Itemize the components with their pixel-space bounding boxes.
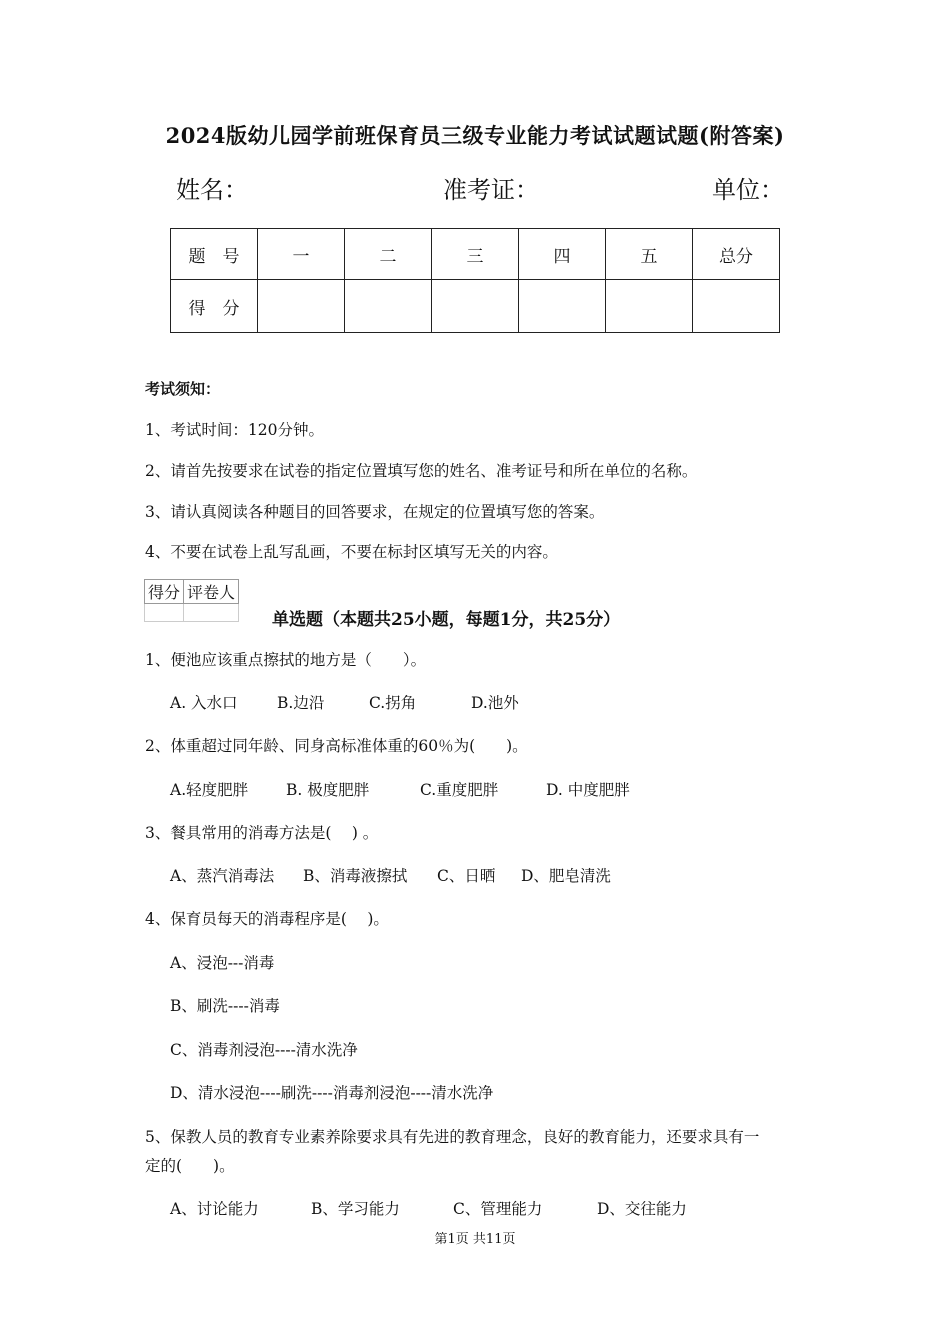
page-footer: 第1页 共11页 (434, 1232, 516, 1247)
question-3-option-b[interactable]: B、消毒液擦拭 (303, 867, 408, 885)
notice-item: 1、考试时间：120分钟。 (145, 421, 324, 439)
score-table-header-cell: 三 (432, 229, 519, 280)
question-3: 3、餐具常用的消毒方法是( ) 。 (145, 824, 379, 842)
question-2-option-b[interactable]: B. 极度肥胖 (286, 781, 370, 799)
question-4: 4、保育员每天的消毒程序是( )。 (145, 910, 389, 928)
score-cell[interactable] (345, 280, 432, 333)
score-table-header-cell: 二 (345, 229, 432, 280)
question-5: 5、保教人员的教育专业素养除要求具有先进的教育理念，良好的教育能力，还要求具有一 (145, 1128, 760, 1146)
score-cell[interactable] (258, 280, 345, 333)
question-1-option-c[interactable]: C.拐角 (369, 694, 417, 712)
score-table (170, 228, 780, 333)
exam-id-field-label: 准考证： (443, 176, 539, 204)
question-4-option-d[interactable]: D、清水浸泡----刷洗----消毒剂浸泡----清水洗净 (170, 1084, 494, 1102)
question-5-continued: 定的( )。 (145, 1157, 235, 1175)
question-2-option-d[interactable]: D. 中度肥胖 (546, 781, 630, 799)
reviewer-box (144, 579, 239, 622)
question-1-option-b[interactable]: B.边沿 (277, 694, 325, 712)
section-title: 单选题（本题共25小题，每题1分，共25分） (272, 610, 621, 630)
score-row-label: 得 分 (171, 280, 258, 333)
question-4-option-b[interactable]: B、刷洗----消毒 (170, 997, 280, 1015)
score-cell[interactable] (693, 280, 780, 333)
reviewer-name-cell[interactable] (184, 604, 239, 622)
question-3-option-c[interactable]: C、日晒 (437, 867, 496, 885)
score-table-header-cell: 四 (519, 229, 606, 280)
score-table-header-cell: 一 (258, 229, 345, 280)
reviewer-score-cell[interactable] (145, 604, 184, 622)
score-cell[interactable] (432, 280, 519, 333)
score-table-score-row (171, 280, 780, 333)
question-4-option-a[interactable]: A、浸泡---消毒 (170, 954, 275, 972)
notice-title: 考试须知： (145, 380, 221, 398)
question-2: 2、体重超过同年龄、同身高标准体重的60％为( )。 (145, 737, 528, 755)
question-5-option-d[interactable]: D、交往能力 (597, 1200, 687, 1218)
question-3-option-d[interactable]: D、肥皂清洗 (521, 867, 611, 885)
name-field-label: 姓名： (176, 176, 248, 204)
score-table-header-row (171, 229, 780, 280)
reviewer-name-label: 评卷人 (184, 580, 239, 604)
score-table-header-cell: 五 (606, 229, 693, 280)
score-table-header-cell: 总分 (693, 229, 780, 280)
question-1-option-a[interactable]: A. 入水口 (170, 694, 238, 712)
score-table-header-cell: 题 号 (171, 229, 258, 280)
question-2-option-a[interactable]: A.轻度肥胖 (170, 781, 249, 799)
question-5-option-a[interactable]: A、讨论能力 (170, 1200, 259, 1218)
page-title: 2024版幼儿园学前班保育员三级专业能力考试试题试题(附答案) (165, 123, 785, 148)
notice-item: 4、不要在试卷上乱写乱画，不要在标封区填写无关的内容。 (145, 543, 558, 561)
question-5-option-c[interactable]: C、管理能力 (453, 1200, 543, 1218)
question-5-option-b[interactable]: B、学习能力 (311, 1200, 400, 1218)
score-cell[interactable] (606, 280, 693, 333)
question-1: 1、便池应该重点擦拭的地方是（ ）。 (145, 651, 427, 669)
unit-field-label: 单位： (712, 176, 784, 204)
reviewer-score-label: 得分 (145, 580, 184, 604)
question-1-option-d[interactable]: D.池外 (471, 694, 519, 712)
question-3-option-a[interactable]: A、蒸汽消毒法 (170, 867, 275, 885)
score-cell[interactable] (519, 280, 606, 333)
notice-item: 2、请首先按要求在试卷的指定位置填写您的姓名、准考证号和所在单位的名称。 (145, 462, 698, 480)
question-4-option-c[interactable]: C、消毒剂浸泡----清水洗净 (170, 1041, 358, 1059)
question-2-option-c[interactable]: C.重度肥胖 (420, 781, 499, 799)
notice-item: 3、请认真阅读各种题目的回答要求，在规定的位置填写您的答案。 (145, 503, 605, 521)
